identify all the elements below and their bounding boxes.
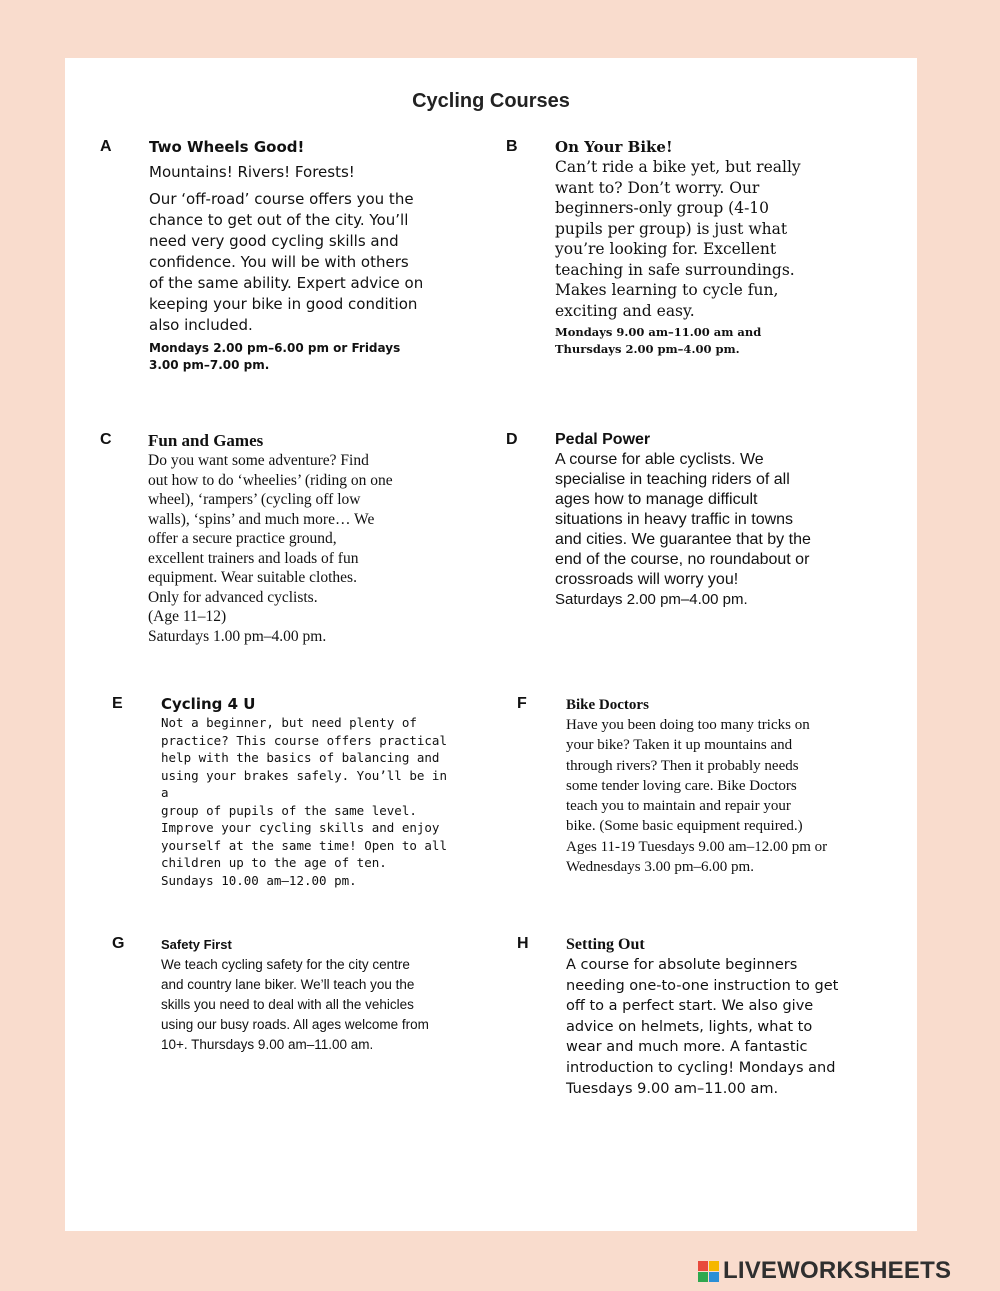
liveworksheets-wordmark: LIVEWORKSHEETS: [723, 1257, 952, 1284]
course-letter-e: E: [112, 695, 123, 712]
liveworksheets-watermark[interactable]: [698, 1256, 951, 1286]
course-d-schedule: Saturdays 2.00 pm–4.00 pm.: [555, 591, 748, 608]
course-f-schedule: Wednesdays 3.00 pm–6.00 pm.: [566, 859, 754, 876]
course-a-subtitle: Mountains! Rivers! Forests!: [149, 163, 355, 181]
course-g-schedule: 10+. Thursdays 9.00 am–11.00 am.: [161, 1037, 374, 1052]
course-letter-a: A: [100, 138, 112, 155]
course-h: [566, 934, 866, 1099]
course-b-title: On Your Bike!: [555, 138, 673, 156]
course-c-description: Do you want some adventure? Find out how to do ‘wheelies’ (riding on one wheel), ‘rampers’ (cycling off low walls), ‘spins’ and much more… We offer a secure practice ground, excellent trainers and loads of fun equipment. Wear suitable clothes. Only for advanced cyclists. (Age 11–12): [148, 452, 393, 625]
course-c-title: Fun and Games: [148, 431, 264, 450]
worksheet-page: [65, 58, 917, 1231]
course-f-description: Have you been doing too many tricks on your bike? Taken it up mountains and through rivers? Then it probably needs some tender loving care. Bike Doctors teach you to maintain and repair your bike. (Some basic equipment required.) Ages 11-19 Tuesdays 9.00 am–12.00 pm or: [566, 717, 828, 855]
course-e-title: Cycling 4 U: [161, 695, 256, 713]
course-letter-f: F: [517, 695, 527, 712]
course-letter-b: B: [506, 138, 518, 155]
course-h-schedule: Tuesdays 9.00 am–11.00 am.: [566, 1080, 779, 1097]
course-letter-d: D: [506, 431, 518, 448]
course-g-title: Safety First: [161, 937, 232, 952]
course-letter-c: C: [100, 431, 112, 448]
page-title: Cycling Courses: [412, 90, 570, 112]
course-e-description: Not a beginner, but need plenty of practice? This course offers practical help with the basics of balancing and using your brakes safely. You’ll be in a group of pupils of the same level. Improve your cycling skills and enjoy yourself at the same time! Open to all children up to the age of ten.: [161, 715, 447, 870]
course-d-title: Pedal Power: [555, 431, 651, 448]
course-g-description: We teach cycling safety for the city centre and country lane biker. We’ll teach you the skills you need to deal with all the vehicles using our busy roads. All ages welcome from: [161, 957, 429, 1032]
course-e: [161, 695, 461, 889]
course-h-title: Setting Out: [566, 936, 645, 953]
course-a-title: Two Wheels Good!: [149, 138, 305, 156]
course-c: [148, 431, 448, 647]
course-a-schedule: Mondays 2.00 pm–6.00 pm or Fridays 3.00 pm–7.00 pm.: [149, 341, 401, 372]
course-letter-h: H: [517, 935, 529, 952]
course-b: [555, 137, 855, 358]
course-letter-g: G: [112, 935, 125, 952]
course-b-description: Can’t ride a bike yet, but really want to? Don’t worry. Our beginners-only group (4-10 pupils per group) is just what you’re looking for. Excellent teaching in safe surroundings. Makes learning to cycle fun, exciting and easy.: [555, 158, 801, 320]
course-b-schedule: Mondays 9.00 am–11.00 am and Thursdays 2.00 pm–4.00 pm.: [555, 325, 762, 356]
course-d: [555, 430, 855, 610]
course-f-title: Bike Doctors: [566, 697, 649, 713]
course-h-description: A course for absolute beginners needing one-to-one instruction to get off to a perfect start. We also give advice on helmets, lights, what to wear and much more. A fantastic introduction to cycling! Mondays and: [566, 957, 839, 1076]
course-f: [566, 695, 876, 877]
course-d-description: A course for able cyclists. We specialise in teaching riders of all ages how to manage difficult situations in heavy traffic in towns and cities. We guarantee that by the end of the course, no roundabout or crossroads will worry you!: [555, 451, 811, 588]
course-g: [161, 935, 461, 1055]
course-c-schedule: Saturdays 1.00 pm–4.00 pm.: [148, 627, 327, 645]
liveworksheets-logo-icon: [698, 1261, 719, 1282]
course-a-description: Our ‘off-road’ course offers you the chance to get out of the city. You’ll need very good cycling skills and confidence. You will be with others of the same ability. Expert advice on keeping your bike in good condition also included.: [149, 190, 424, 334]
course-a: [149, 138, 449, 374]
course-e-schedule: Sundays 10.00 am–12.00 pm.: [161, 872, 357, 888]
